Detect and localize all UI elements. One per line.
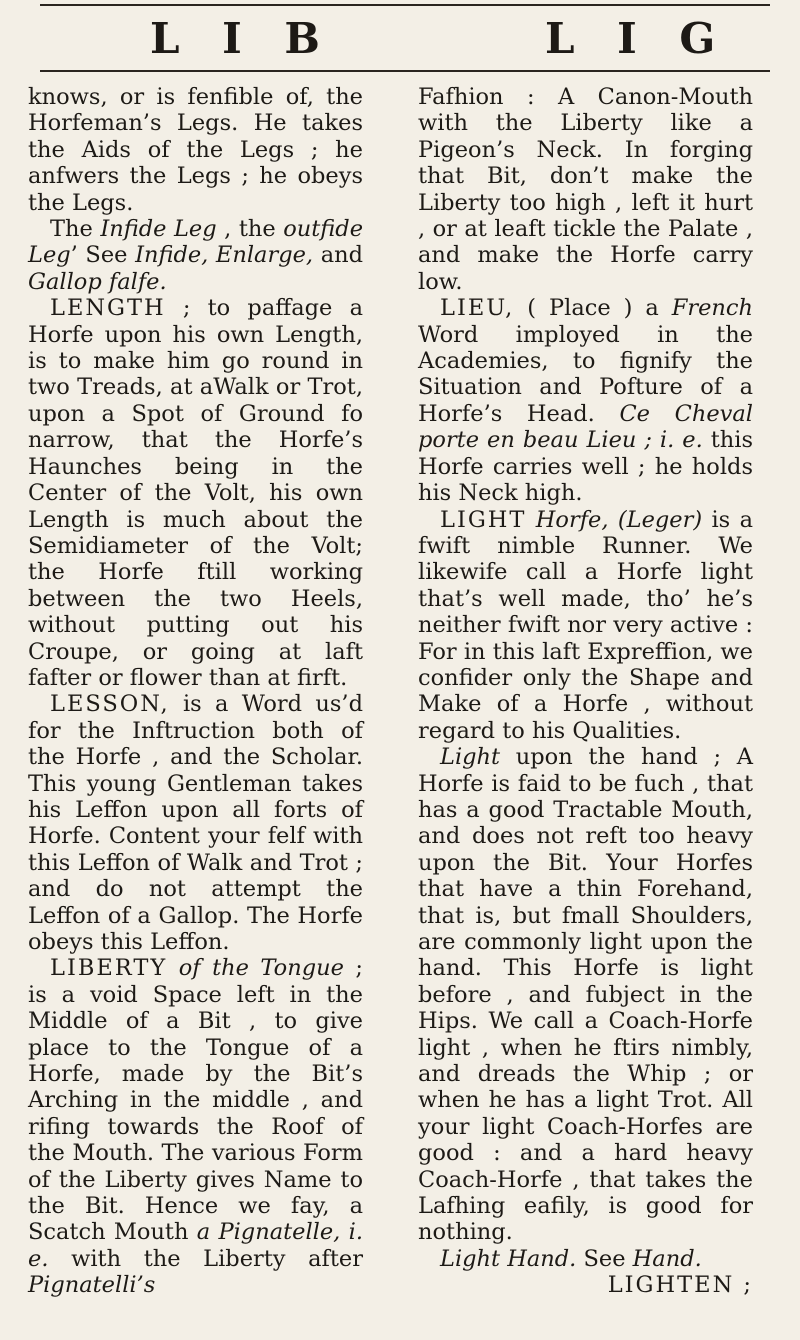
continued-text: Fafhion : A Canon-Mouth with the Liberty like a Pigeon’s Neck. In forging that Bit, don’t make the Liberty too high , left it hurt , or at leaft tickle the Palate , and make the Horfe carry low. bbox=[418, 84, 753, 295]
entry-light-hand: Light Hand. See Hand. bbox=[440, 1245, 702, 1272]
entry-length: LENGTH ; to paffage a Horfe upon his own Length, is to make him go round in two Treads, at aWalk or Trot, upon a Spot of Ground fo narrow, that the Horfe’s Haunches being in the Center of the Volt, his own Length is much about the Semidiameter of the Volt; the Horfe ftill working between the two Heels, without putting out his Croupe, or going at laft fafter or flower than at firft. bbox=[28, 295, 363, 691]
running-header bbox=[0, 0, 800, 84]
header-rule-top bbox=[40, 4, 770, 6]
continued-text: knows, or is fenfible of, the Horfeman’s Legs. He takes the Aids of the Legs ; he anfwers the Legs ; he obeys the Legs. bbox=[28, 84, 363, 216]
entry-infide-leg: The Infide Leg , the outfide Leg’ See Infide, Enlarge, and Gallop falfe. bbox=[28, 216, 364, 295]
headword: LIBERTY bbox=[50, 955, 168, 982]
header-left: L I B bbox=[150, 14, 334, 63]
header-rule-bottom bbox=[40, 70, 770, 72]
entry-light-horse: LIGHT Horfe, (Leger) is a fwift nimble Runner. We likewife call a Horfe light that’s well made, tho’ he’s neither fwift nor very active : For in this laft Expreffion, we confider only the Shape and Make of a Horfe , without regard to his Qualities. bbox=[418, 506, 753, 744]
header-right: L I G bbox=[545, 14, 730, 63]
catchword: LIGHTEN ; bbox=[607, 1272, 753, 1299]
headword: LENGTH bbox=[50, 295, 166, 322]
headword: LESSON, bbox=[50, 691, 170, 718]
headword: LIGHT bbox=[440, 506, 527, 533]
left-column bbox=[28, 84, 363, 1299]
entry-light-upon-hand: Light upon the hand ; A Horfe is faid to be fuch , that has a good Tractable Mouth, and does not reft too heavy upon the Bit. Your Horfes that have a thin Forehand, that is, but fmall Shoulders, are commonly light upon the hand. This Horfe is light before , and fubject in the Hips. We call a Coach-Horfe light , when he ftirs nimbly, and dreads the Whip ; or when he has a light Trot. All your light Coach-Horfes are good : and a hard heavy Coach-Horfe , that takes the Lafhing eafily, is good for nothing. bbox=[418, 744, 753, 1246]
entry-lesson: LESSON, is a Word us’d for the Inftruction both of the Horfe , and the Scholar. This young Gentleman takes his Leffon upon all forts of Horfe. Content your felf with this Leffon of Walk and Trot ; and do not attempt the Leffon of a Gallop. The Horfe obeys this Leffon. bbox=[28, 691, 363, 955]
headword: LIEU, bbox=[440, 295, 515, 322]
entry-liberty: LIBERTY of the Tongue ; is a void Space left in the Middle of a Bit , to give place to the Tongue of a Horfe, made by the Bit’s Arching in the middle , and rifing towards the Roof of the Mouth. The various Form of the Liberty gives Name to the Bit. Hence we fay, a Scatch Mouth a Pignatelle, i. e. with the Liberty after Pignatelli’s bbox=[28, 955, 363, 1299]
right-column bbox=[418, 84, 753, 1299]
entry-lieu: LIEU, ( Place ) a French Word imployed in the Academies, to fignify the Situation and Pofture of a Horfe’s Head. Ce Cheval porte en beau Lieu ; i. e. this Horfe carries well ; he holds his Neck high. bbox=[418, 295, 753, 507]
